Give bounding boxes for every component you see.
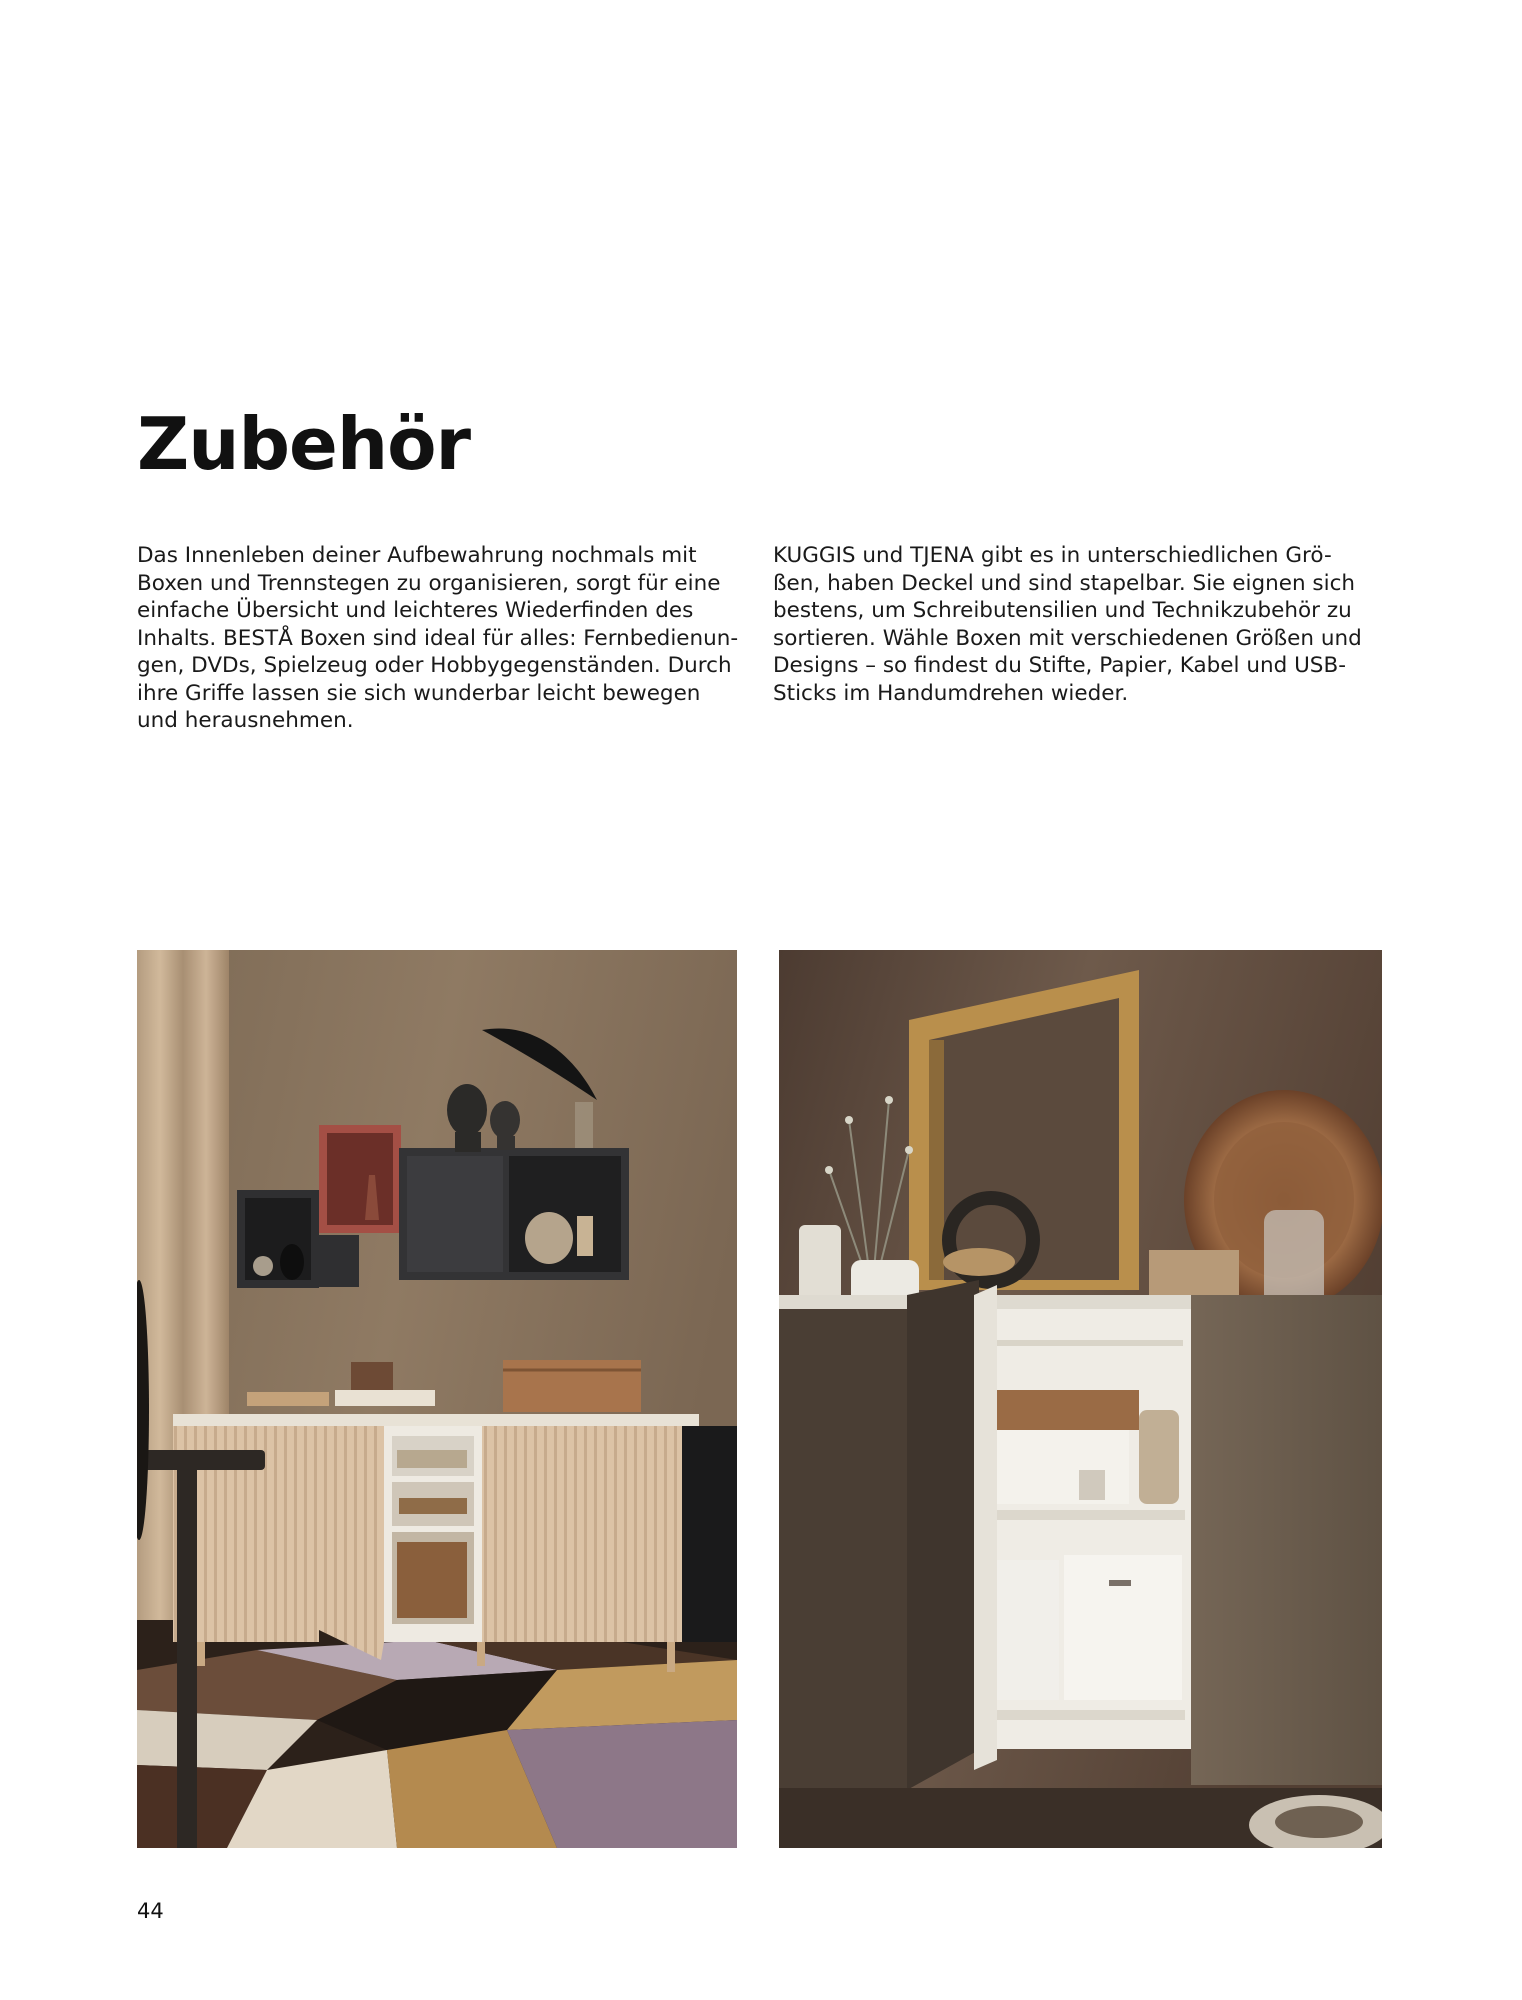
text-line: ßen, haben Deckel und sind stapelbar. Sie eignen sich	[773, 570, 1356, 596]
photo-open-cabinet-boxes	[779, 950, 1382, 1848]
text-line: Inhalts. BESTÅ Boxen sind ideal für alles: Fernbedienun-	[137, 625, 739, 651]
text-line: ihre Griffe lassen sie sich wunderbar leicht bewegen	[137, 680, 701, 706]
text-line: sortieren. Wähle Boxen mit verschiedenen Größen und	[773, 625, 1362, 651]
photo-living-room-sideboard	[137, 950, 737, 1848]
photo-open-cabinet-illustration	[779, 950, 1382, 1848]
text-line: einfache Übersicht und leichteres Wiederfinden des	[137, 598, 694, 623]
text-line: KUGGIS und TJENA gibt es in unterschiedlichen Grö-	[773, 543, 1332, 568]
text-line: Das Innenleben deiner Aufbewahrung nochmals mit	[137, 543, 697, 568]
intro-text-left	[137, 542, 737, 735]
intro-text-right	[773, 542, 1373, 707]
text-line: bestens, um Schreibutensilien und Technikzubehör zu	[773, 598, 1352, 623]
photo-living-room-illustration	[137, 950, 737, 1848]
text-line: Boxen und Trennstegen zu organisieren, sorgt für eine	[137, 570, 721, 596]
text-line: Sticks im Handumdrehen wieder.	[773, 680, 1129, 706]
page-title: Zubehör	[137, 402, 471, 486]
page-number: 44	[137, 1899, 164, 1923]
text-line: und herausnehmen.	[137, 708, 354, 733]
text-line: gen, DVDs, Spielzeug oder Hobbygegenständen. Durch	[137, 653, 732, 678]
text-line: Designs – so findest du Stifte, Papier, Kabel und USB-	[773, 653, 1346, 678]
